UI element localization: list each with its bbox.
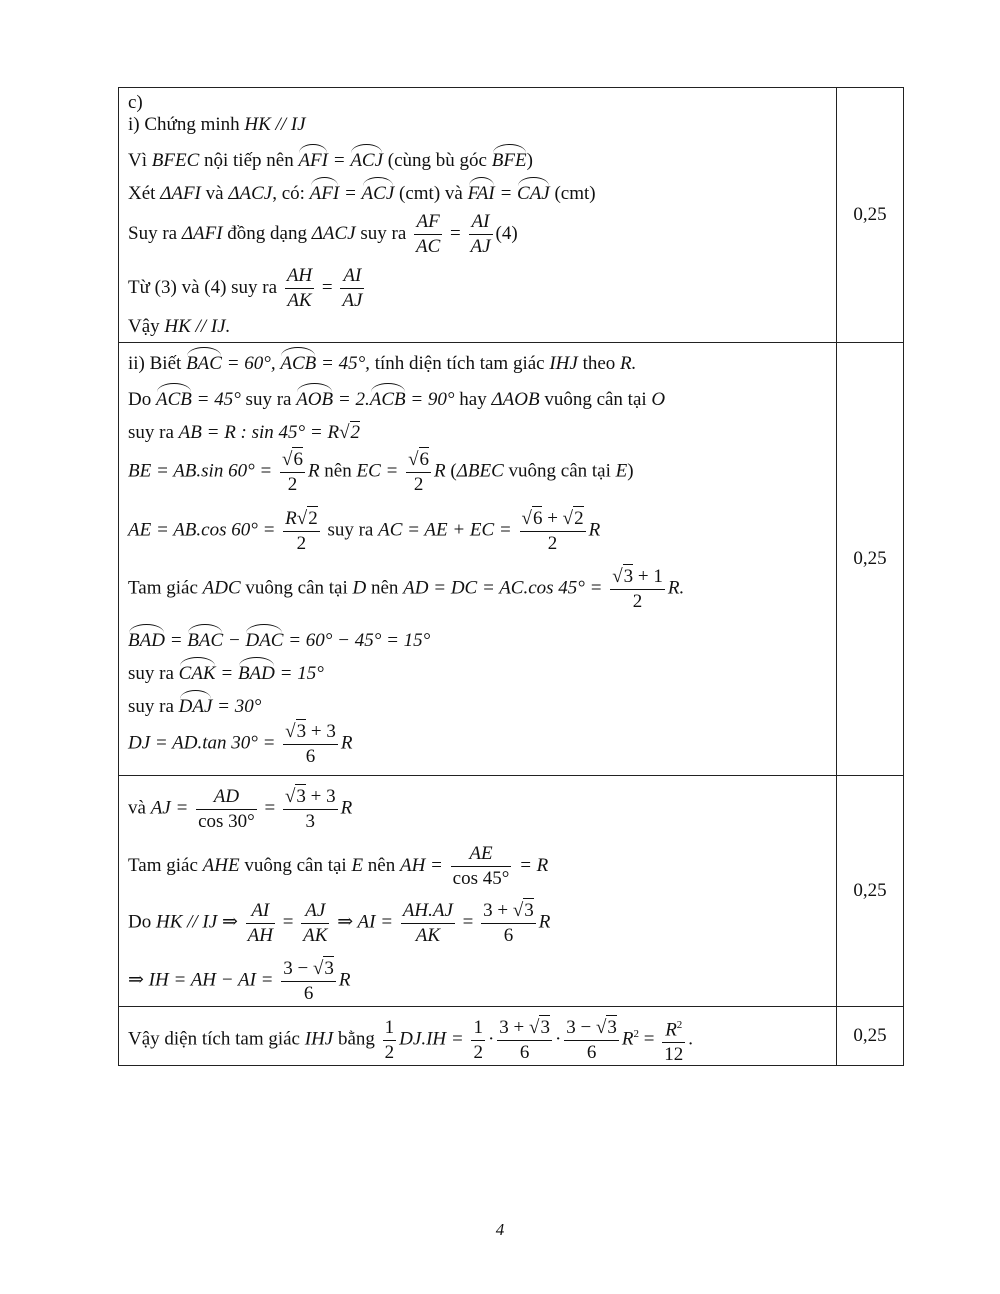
text-line: Từ (3) và (4) suy ra $\frac{AH}{AK}$ = $\frac{AI}{AJ}$ (128, 265, 363, 311)
fraction: $\frac{1}{2}$ (384, 1016, 395, 1063)
text: (4) (204, 276, 227, 298)
text-line: DJ = AD.tan 30° = $\frac{√3 + 3}{6}$ R (128, 721, 353, 767)
text-line: Tam giác ADC vuông cân tại D nên AD = DC = AC.cos 45° = $\frac{√3 + 1}{2}$ R. (128, 566, 685, 612)
score-cell: 0,25 (837, 88, 904, 343)
text: nên (370, 577, 399, 599)
math: IHJ (304, 1028, 334, 1050)
math: ΔBEC (456, 460, 504, 482)
fraction: $\frac{√3 + 1}{2}$ (612, 566, 663, 612)
text: (3) (154, 276, 177, 298)
math: CAK = BAD = 15° (178, 663, 324, 684)
text: vuông cân tại (508, 460, 611, 482)
text: tính diện tích tam giác (374, 353, 545, 374)
text: đồng dạng (227, 222, 307, 244)
text-line: Suy ra ΔAFI đồng dạng ΔACJ suy ra $\frac{AF}{AC}$ = $\frac{AI}{AJ}$ (4) (128, 211, 518, 257)
text-line (128, 353, 636, 375)
math: AFI = ACJ (309, 183, 395, 204)
content-cell (119, 1007, 837, 1066)
table-row (119, 1007, 904, 1066)
fraction: $\frac{AI}{AH}$ (247, 899, 273, 946)
text: ii) Biết (128, 353, 182, 374)
math: BE = AB.sin 60° = (128, 460, 273, 482)
text: Vì (128, 150, 147, 171)
text-line (128, 663, 324, 685)
math: BFE (491, 150, 527, 171)
text-line (128, 183, 596, 205)
text-line (128, 114, 306, 136)
math: AB = R : sin 45° = R√2 (178, 422, 360, 443)
text: suy ra (231, 276, 278, 298)
text-line (128, 421, 360, 444)
fraction: $\frac{√3 + 3}{6}$ (285, 721, 336, 767)
content-cell (119, 343, 837, 776)
text: , có: (272, 183, 305, 204)
score-cell: 0,25 (837, 343, 904, 776)
math: BFEC (151, 150, 200, 171)
math: R. (620, 353, 637, 374)
text: Vậy (128, 316, 160, 337)
text-line (128, 696, 261, 718)
answer-table (118, 87, 904, 1066)
text: vuông cân tại (544, 389, 647, 410)
math: ADC (202, 577, 241, 599)
math: BAD = BAC − DAC = 60° − 45° = 15° (128, 630, 431, 651)
math: AE = AB.cos 60° = (128, 519, 276, 541)
text-line (128, 389, 665, 411)
text: (4) (495, 222, 518, 244)
fraction: $\frac{3 - √3}{6}$ (283, 958, 334, 1004)
text: (cmt) (554, 183, 596, 204)
table-row (119, 88, 904, 343)
fraction: $\frac{R^2}{12}$ (662, 1013, 685, 1067)
text: (cmt) và (399, 183, 463, 204)
fraction: $\frac{AF}{AC}$ (416, 211, 441, 257)
text-line (128, 316, 230, 338)
math: AJ = (150, 797, 189, 819)
text: Tam giác (128, 854, 198, 876)
math: DAJ = 30° (178, 696, 262, 717)
text-line: Vì BFEC nội tiếp nên AFI = ACJ (cùng bù góc BFE) (128, 150, 533, 171)
fraction: $\frac{AH}{AK}$ (286, 265, 313, 311)
page-number: 4 (495, 1220, 505, 1239)
fraction: $\frac{AE}{\cos 45^\circ}$ (452, 843, 510, 889)
text: hay (459, 389, 487, 410)
text: và (128, 797, 146, 819)
text: vuông cân tại (244, 854, 347, 876)
fraction: $\frac{R√2}{2}$ (285, 508, 318, 554)
math: E (351, 854, 364, 876)
text: vuông cân tại (245, 577, 348, 599)
text: suy ra (128, 663, 174, 684)
fraction: $\frac{AI}{AJ}$ (342, 265, 363, 311)
text-line (128, 842, 548, 891)
part-label: c) (128, 92, 143, 113)
math: IHJ (549, 353, 578, 374)
fraction: $\frac{3 + √3}{6}$ (483, 900, 534, 946)
math: AH = (399, 854, 443, 876)
text: i) Chứng minh (128, 114, 240, 135)
math: ΔACJ (228, 183, 273, 204)
math: AHE (202, 854, 240, 876)
text-line: AE = AB.cos 60° = $\frac{R√2}{2}$ suy ra AC = AE + EC = $\frac{√6 + √2}{2}$ R (128, 508, 601, 554)
fraction: $\frac{AJ}{AK}$ (303, 899, 328, 946)
text: suy ra (245, 389, 292, 410)
fraction: $\frac{AD}{\cos 30^\circ}$ (198, 785, 255, 832)
text: suy ra (128, 696, 174, 717)
math: HK // IJ ⇒ (155, 911, 238, 933)
math: AD = DC = AC.cos 45° = (403, 577, 603, 599)
math: AC = AE + EC = (378, 519, 512, 541)
text: nội tiếp nên (204, 150, 294, 171)
text: Từ (128, 276, 150, 298)
math: ⇒ AI = (337, 911, 394, 933)
math: ACB = 45° (155, 389, 241, 410)
math: ΔAFI (181, 222, 223, 244)
math: ΔACJ (311, 222, 356, 244)
math: AFI = ACJ (298, 150, 384, 171)
table-row (119, 776, 904, 1007)
text: và (205, 183, 224, 204)
math: EC = (356, 460, 399, 482)
text: Do (128, 389, 152, 410)
fraction: $\frac{√3 + 3}{3}$ (284, 786, 336, 832)
math: D (352, 577, 367, 599)
text: Tam giác (128, 577, 198, 599)
text: và (181, 276, 200, 298)
content-cell (119, 776, 837, 1007)
text: Suy ra (128, 222, 178, 244)
text-line: BE = AB.sin 60° = $\frac{√6}{2}$ R nên EC = $\frac{√6}{2}$ R (ΔBEC vuông cân tại E) (128, 449, 634, 495)
math: FAI = CAJ (467, 183, 550, 204)
text: theo (582, 353, 616, 374)
math: BAC = 60°, ACB = 45°, (186, 353, 370, 374)
math: O (651, 389, 666, 410)
fraction: $\frac{AH.AJ}{AK}$ (402, 899, 453, 946)
fraction: $\frac{3 - √3}{6}$ (566, 1017, 617, 1064)
math: E (615, 460, 628, 482)
text: Do (128, 911, 152, 933)
math: ΔAOB (491, 389, 540, 410)
text-line: ⇒ IH = AH − AI = $\frac{3 - √3}{6}$ R (128, 958, 351, 1004)
math: HK // IJ. (164, 316, 231, 337)
math: AOB = 2.ACB = 90° (296, 389, 455, 410)
text: suy ra (128, 422, 174, 443)
text: (cùng bù góc (387, 150, 487, 171)
table-row (119, 343, 904, 776)
math: DJ = AD.tan 30° = (128, 732, 276, 754)
fraction: $\frac{3 + √3}{6}$ (499, 1017, 550, 1064)
text: nên (367, 854, 396, 876)
score-cell: 0,25 (837, 1007, 904, 1066)
text: bằng (337, 1028, 375, 1050)
math: ΔAFI (160, 183, 201, 204)
text: Xét (128, 183, 156, 204)
text: suy ra (327, 519, 374, 541)
score-cell: 0,25 (837, 776, 904, 1007)
fraction: $\frac{√6 + √2}{2}$ (521, 508, 584, 554)
content-cell (119, 88, 837, 343)
fraction: $\frac{√6}{2}$ (408, 449, 430, 495)
fraction: $\frac{√6}{2}$ (282, 449, 303, 495)
fraction: $\frac{1}{2}$ (473, 1016, 483, 1063)
text-line: Vậy diện tích tam giác IHJ bằng $\frac{1}{2}$ DJ.IH = $\frac{1}{2}$ · $\frac{3 + √3}{6}$ · $\frac{3 - √3}{6}$ $R^2$ = $\frac{R^2}{12}$ . (128, 1013, 693, 1067)
text: suy ra (360, 222, 407, 244)
math: HK // IJ (244, 114, 306, 135)
math: = R (519, 854, 549, 876)
text: Vậy diện tích tam giác (128, 1028, 300, 1050)
text: nên (324, 460, 352, 482)
text-line: Do HK // IJ ⇒ $\frac{AI}{AH}$ = $\frac{AJ}{AK}$ ⇒ AI = $\frac{AH.AJ}{AK}$ = $\frac{3 + √3}{6}$ R (128, 899, 551, 946)
text-line: và AJ = $\frac{AD}{\cos 30^\circ}$ = $\frac{√3 + 3}{3}$ R (128, 785, 353, 832)
math: ⇒ IH = AH − AI = (128, 969, 274, 991)
fraction: $\frac{AI}{AJ}$ (470, 211, 491, 257)
text-line (128, 630, 430, 652)
